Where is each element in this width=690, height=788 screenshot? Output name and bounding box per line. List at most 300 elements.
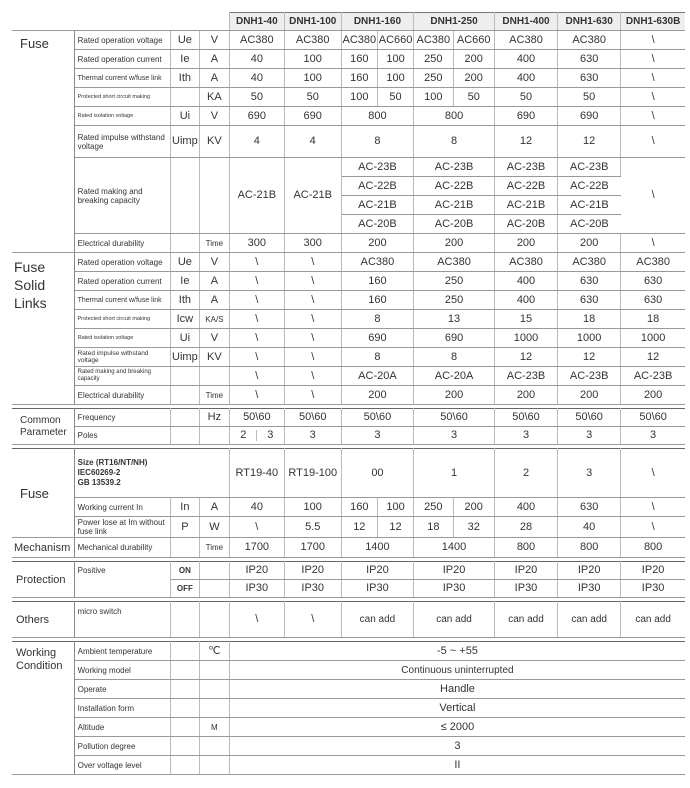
value: 200 [494, 234, 557, 253]
table-row [12, 310, 685, 329]
value: 1000 [494, 329, 557, 348]
param-label: Poles [74, 427, 170, 445]
on-label: ON [170, 562, 199, 580]
value: AC-23B [341, 158, 413, 177]
value: 50\60 [621, 409, 685, 427]
value: 800 [621, 538, 685, 558]
value: \ [621, 158, 685, 234]
value: can add [621, 602, 685, 638]
param-label: Rated operation voltage [74, 31, 170, 50]
unit: Time [199, 538, 229, 558]
table-row [12, 737, 685, 756]
value: AC660 [453, 31, 494, 50]
value: 800 [494, 538, 557, 558]
unit-empty [199, 158, 229, 234]
unit: KV [199, 348, 229, 367]
value: IP30 [414, 580, 495, 598]
value: 50\60 [558, 409, 621, 427]
table-row [12, 272, 685, 291]
param-label: Rated operation current [74, 50, 170, 69]
value: \ [284, 291, 341, 310]
value: 1400 [414, 538, 495, 558]
param-label: Positive [74, 562, 170, 598]
value: 800 [341, 107, 413, 126]
symbol [170, 88, 199, 107]
value: 15 [494, 310, 557, 329]
value: 200 [414, 234, 495, 253]
symbol: Ith [170, 291, 199, 310]
unit: V [199, 329, 229, 348]
unit-empty [199, 756, 229, 775]
value: 400 [494, 50, 557, 69]
value: AC-20A [414, 367, 495, 386]
value: AC-20B [341, 215, 413, 234]
col-dnh1-400: DNH1-400 [494, 13, 557, 31]
value: 690 [494, 107, 557, 126]
table-row [12, 50, 685, 69]
param-label [74, 449, 229, 498]
unit: KA/S [199, 310, 229, 329]
symbol: Ui [170, 329, 199, 348]
param-label: Working model [74, 661, 170, 680]
value: 12 [558, 348, 621, 367]
value: 100 [377, 69, 413, 88]
value: AC380 [414, 253, 495, 272]
value: AC-23B [414, 158, 495, 177]
value: \ [229, 253, 284, 272]
value: \ [621, 517, 685, 538]
value: AC380 [414, 31, 453, 50]
symbol: Ui [170, 107, 199, 126]
unit: V [199, 31, 229, 50]
value: 3 [558, 427, 621, 445]
symbol-empty [170, 680, 199, 699]
unit-empty [199, 699, 229, 718]
value: 18 [558, 310, 621, 329]
param-label: Working current In [74, 498, 170, 517]
symbol-empty [170, 427, 199, 445]
unit-empty [199, 367, 229, 386]
value: \ [229, 348, 284, 367]
group-common-parameter: Common Parameter [12, 409, 74, 445]
value: can add [414, 602, 495, 638]
value: AC-20B [494, 215, 557, 234]
value: 690 [341, 329, 413, 348]
value: 50\60 [229, 409, 284, 427]
unit: A [199, 498, 229, 517]
value: 100 [377, 498, 413, 517]
param-label: Electrical durability [74, 386, 170, 405]
value: 50 [453, 88, 494, 107]
value: IP30 [494, 580, 557, 598]
unit: V [199, 107, 229, 126]
value: AC-21B [229, 158, 284, 234]
value: 630 [558, 50, 621, 69]
value: 300 [229, 234, 284, 253]
value: AC380 [341, 253, 413, 272]
value: \ [229, 291, 284, 310]
param-label: Pollution degree [74, 737, 170, 756]
value: \ [621, 126, 685, 158]
unit-empty [199, 661, 229, 680]
spec-table [12, 12, 685, 775]
value: AC-23B [494, 158, 557, 177]
symbol: P [170, 517, 199, 538]
value: 28 [494, 517, 557, 538]
value: 40 [558, 517, 621, 538]
table-row [12, 699, 685, 718]
param-label: Operate [74, 680, 170, 699]
value: 40 [229, 498, 284, 517]
value: \ [621, 69, 685, 88]
header-row [12, 13, 685, 31]
value: \ [284, 367, 341, 386]
standard-gb: GB 13539.2 [77, 478, 121, 487]
value: 250 [414, 69, 453, 88]
value: 160 [341, 291, 413, 310]
value: AC380 [341, 31, 377, 50]
symbol-empty [170, 602, 199, 638]
value: 1000 [558, 329, 621, 348]
value: 50 [377, 88, 413, 107]
symbol: Uimp [170, 348, 199, 367]
value: 50 [558, 88, 621, 107]
table-row [12, 348, 685, 367]
value: AC-23B [494, 367, 557, 386]
table-row [12, 126, 685, 158]
value: \ [621, 88, 685, 107]
value: 690 [229, 107, 284, 126]
value: \ [284, 310, 341, 329]
poles-value: 2 [230, 430, 257, 441]
value: AC380 [229, 31, 284, 50]
value: IP30 [558, 580, 621, 598]
value: 250 [414, 272, 495, 291]
symbol-empty [170, 661, 199, 680]
unit-empty [199, 680, 229, 699]
value: 12 [377, 517, 413, 538]
value: AC660 [377, 31, 413, 50]
value: 690 [558, 107, 621, 126]
value: 50\60 [341, 409, 413, 427]
value: 12 [494, 348, 557, 367]
value: 3 [621, 427, 685, 445]
value: -5 ~ +55 [229, 642, 685, 661]
unit: A [199, 291, 229, 310]
value: 400 [494, 69, 557, 88]
value: 13 [414, 310, 495, 329]
value: AC-22B [341, 177, 413, 196]
value: AC-20B [414, 215, 495, 234]
symbol-empty [170, 756, 199, 775]
group-protection: Protection [12, 562, 74, 598]
value: 1400 [341, 538, 413, 558]
value: 3 [284, 427, 341, 445]
value: AC-21B [494, 196, 557, 215]
value: \ [621, 449, 685, 498]
param-label: Ambient temperature [74, 642, 170, 661]
poles-value: 3 [267, 429, 274, 441]
unit: KA [199, 88, 229, 107]
table-row [12, 498, 685, 517]
param-label: Electrical durability [74, 234, 170, 253]
value: \ [284, 602, 341, 638]
value: AC380 [284, 31, 341, 50]
col-dnh1-250: DNH1-250 [414, 13, 495, 31]
value: 200 [341, 234, 413, 253]
group-fuse-solid-links: Fuse Solid Links [12, 253, 74, 405]
unit: A [199, 50, 229, 69]
col-dnh1-160: DNH1-160 [341, 13, 413, 31]
value: \ [621, 498, 685, 517]
symbol: Icw [170, 310, 199, 329]
value: 100 [341, 88, 377, 107]
value: 32 [453, 517, 494, 538]
value: AC-22B [558, 177, 621, 196]
unit: ℃ [199, 642, 229, 661]
value: 8 [341, 126, 413, 158]
table-row [12, 253, 685, 272]
value: II [229, 756, 685, 775]
unit: Hz [199, 409, 229, 427]
param-label: micro switch [74, 602, 170, 638]
value: 200 [621, 386, 685, 405]
value: can add [341, 602, 413, 638]
value: 4 [284, 126, 341, 158]
table-row [12, 449, 685, 498]
value: 50 [229, 88, 284, 107]
symbol-empty [170, 386, 199, 405]
unit-empty [199, 427, 229, 445]
value: \ [229, 329, 284, 348]
symbol: Uimp [170, 126, 199, 158]
value: 200 [453, 69, 494, 88]
value: IP30 [284, 580, 341, 598]
value: 250 [414, 50, 453, 69]
value: IP20 [414, 562, 495, 580]
value: 100 [284, 50, 341, 69]
value: \ [621, 234, 685, 253]
value: 250 [414, 291, 495, 310]
col-dnh1-100: DNH1-100 [284, 13, 341, 31]
value: can add [558, 602, 621, 638]
symbol: Ith [170, 69, 199, 88]
value: 160 [341, 498, 377, 517]
header-blank [12, 13, 229, 31]
table-row [12, 107, 685, 126]
value: 300 [284, 234, 341, 253]
symbol-empty [170, 699, 199, 718]
value: IP20 [229, 562, 284, 580]
value: 160 [341, 50, 377, 69]
value: \ [229, 367, 284, 386]
unit: A [199, 69, 229, 88]
value: AC-23B [558, 367, 621, 386]
value: \ [229, 272, 284, 291]
param-label: Rated making and breaking capacity [74, 367, 170, 386]
value: 50\60 [494, 409, 557, 427]
value: 12 [621, 348, 685, 367]
value: 12 [341, 517, 377, 538]
symbol-empty [170, 737, 199, 756]
value: Continuous uninterrupted [229, 661, 685, 680]
value: AC-21B [558, 196, 621, 215]
value: 800 [558, 538, 621, 558]
param-label: Protected short circuit making [74, 310, 170, 329]
symbol-empty [170, 538, 199, 558]
value: \ [284, 272, 341, 291]
symbol: Ie [170, 272, 199, 291]
unit: A [199, 272, 229, 291]
param-label: Rated operation voltage [74, 253, 170, 272]
value: IP20 [558, 562, 621, 580]
value: 200 [558, 386, 621, 405]
value: IP20 [494, 562, 557, 580]
value: AC-22B [494, 177, 557, 196]
param-label: Mechanical durability [74, 538, 170, 558]
value: Handle [229, 680, 685, 699]
symbol-empty [170, 718, 199, 737]
standard-iec: IEC60269-2 [77, 468, 121, 477]
group-fuse: Fuse [12, 449, 74, 538]
value: 630 [621, 291, 685, 310]
value: can add [494, 602, 557, 638]
value: \ [229, 310, 284, 329]
value: 50 [284, 88, 341, 107]
value: 00 [341, 449, 413, 498]
value: 8 [341, 310, 413, 329]
value: 3 [558, 449, 621, 498]
value: AC-23B [621, 367, 685, 386]
value: 200 [494, 386, 557, 405]
value: AC-22B [414, 177, 495, 196]
col-dnh1-630b: DNH1-630B [621, 13, 685, 31]
value: AC-21B [284, 158, 341, 234]
value: 12 [494, 126, 557, 158]
param-label: Frequency [74, 409, 170, 427]
value: 100 [414, 88, 453, 107]
value: 50\60 [284, 409, 341, 427]
value: 400 [494, 498, 557, 517]
unit-empty [199, 580, 229, 598]
symbol: In [170, 498, 199, 517]
value: IP20 [284, 562, 341, 580]
unit: Time [199, 386, 229, 405]
value: 200 [558, 234, 621, 253]
unit: Time [199, 234, 229, 253]
table-row [12, 602, 685, 638]
symbol-empty [170, 234, 199, 253]
value: 250 [414, 498, 453, 517]
unit: V [199, 253, 229, 272]
off-label: OFF [170, 580, 199, 598]
param-label: Rated making and breaking capacity [74, 158, 170, 234]
value: 3 [229, 737, 685, 756]
value: 18 [621, 310, 685, 329]
value: AC380 [558, 31, 621, 50]
value: 630 [558, 291, 621, 310]
value: \ [229, 386, 284, 405]
value: 8 [414, 348, 495, 367]
value: 200 [341, 386, 413, 405]
value: 50\60 [414, 409, 495, 427]
value: ≤ 2000 [229, 718, 685, 737]
table-row [12, 427, 685, 445]
value: \ [229, 517, 284, 538]
value [229, 427, 284, 445]
param-label: Over voltage level [74, 756, 170, 775]
param-label: Rated impulse withstand voltage [74, 126, 170, 158]
value: 100 [377, 50, 413, 69]
group-working-condition: Working Condition [12, 642, 74, 775]
table-row [12, 291, 685, 310]
group-fuse: Fuse [12, 31, 74, 253]
table-row [12, 158, 685, 177]
param-label: Protected short circuit making [74, 88, 170, 107]
symbol-empty [170, 158, 199, 234]
value: \ [284, 386, 341, 405]
value: 200 [453, 498, 494, 517]
value: AC380 [494, 31, 557, 50]
value: IP20 [621, 562, 685, 580]
group-others: Others [12, 602, 74, 638]
symbol-empty [170, 367, 199, 386]
value: 200 [414, 386, 495, 405]
value: 12 [558, 126, 621, 158]
param-label: Power lose at Im without fuse link [74, 517, 170, 538]
size-label: Size (RT16/NT/NH) [77, 458, 148, 467]
value: 8 [341, 348, 413, 367]
unit-empty [199, 737, 229, 756]
unit: KV [199, 126, 229, 158]
table-row [12, 69, 685, 88]
col-dnh1-40: DNH1-40 [229, 13, 284, 31]
table-row [12, 680, 685, 699]
value: AC-21B [341, 196, 413, 215]
value: \ [284, 329, 341, 348]
unit: M [199, 718, 229, 737]
value: IP30 [229, 580, 284, 598]
value: Vertical [229, 699, 685, 718]
value: RT19-40 [229, 449, 284, 498]
table-row [12, 756, 685, 775]
value: AC380 [558, 253, 621, 272]
value: 4 [229, 126, 284, 158]
value: RT19-100 [284, 449, 341, 498]
param-label: Installation form [74, 699, 170, 718]
value: 100 [284, 498, 341, 517]
value: 40 [229, 50, 284, 69]
symbol-empty [170, 409, 199, 427]
table-row [12, 661, 685, 680]
table-row [12, 386, 685, 405]
value: 630 [558, 272, 621, 291]
table-row [12, 562, 685, 580]
value: 40 [229, 69, 284, 88]
value: 3 [494, 427, 557, 445]
value: \ [229, 602, 284, 638]
value: 100 [284, 69, 341, 88]
param-label: Thermal current w/fuse link [74, 69, 170, 88]
value: 400 [494, 272, 557, 291]
value: 50 [494, 88, 557, 107]
value: 1700 [284, 538, 341, 558]
value: \ [284, 253, 341, 272]
param-label: Rated operation current [74, 272, 170, 291]
unit-empty [199, 562, 229, 580]
value: 200 [453, 50, 494, 69]
value: 3 [341, 427, 413, 445]
